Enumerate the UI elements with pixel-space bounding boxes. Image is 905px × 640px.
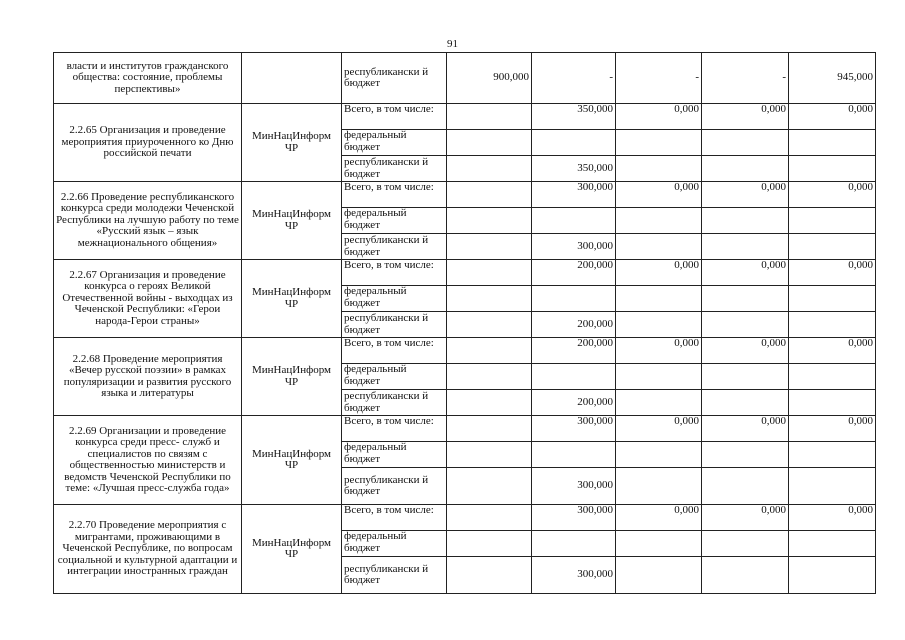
funding-source: Всего, в том числе: bbox=[342, 505, 447, 531]
value-cell bbox=[702, 364, 789, 390]
value-cell bbox=[616, 130, 702, 156]
value-cell: 0,000 bbox=[616, 416, 702, 442]
value-cell bbox=[702, 156, 789, 182]
value-cell bbox=[702, 557, 789, 594]
value-cell bbox=[702, 208, 789, 234]
executor-cell: МинНацИнформ ЧР bbox=[242, 260, 342, 338]
value-cell: 300,000 bbox=[532, 234, 616, 260]
funding-source: республикански й бюджет bbox=[342, 53, 447, 104]
value-cell bbox=[616, 390, 702, 416]
value-cell bbox=[447, 312, 532, 338]
value-cell bbox=[532, 442, 616, 468]
value-cell: 200,000 bbox=[532, 260, 616, 286]
funding-source: федеральный бюджет bbox=[342, 364, 447, 390]
value-cell: - bbox=[532, 53, 616, 104]
value-cell bbox=[616, 468, 702, 505]
value-cell bbox=[789, 390, 876, 416]
value-cell bbox=[789, 531, 876, 557]
value-cell: 300,000 bbox=[532, 416, 616, 442]
value-cell bbox=[447, 416, 532, 442]
funding-source: Всего, в том числе: bbox=[342, 104, 447, 130]
value-cell: - bbox=[616, 53, 702, 104]
value-cell bbox=[532, 208, 616, 234]
value-cell: 0,000 bbox=[616, 338, 702, 364]
activity-description: 2.2.68 Проведение мероприятия «Вечер русской поэзии» в рамках популяризации и развития русского языка и литературы bbox=[54, 338, 242, 416]
funding-source: республикански й бюджет bbox=[342, 312, 447, 338]
funding-source: Всего, в том числе: bbox=[342, 260, 447, 286]
value-cell bbox=[789, 468, 876, 505]
activity-description: 2.2.70 Проведение мероприятия с мигрантами, проживающими в Чеченской Республике, по вопросам социальной и культурной адаптации и интеграции иностранных граждан bbox=[54, 505, 242, 594]
funding-source: республикански й бюджет bbox=[342, 557, 447, 594]
value-cell bbox=[789, 364, 876, 390]
executor-cell: МинНацИнформ ЧР bbox=[242, 182, 342, 260]
funding-source: федеральный бюджет bbox=[342, 130, 447, 156]
value-cell: 350,000 bbox=[532, 104, 616, 130]
value-cell: 200,000 bbox=[532, 312, 616, 338]
table-row bbox=[54, 505, 876, 531]
value-cell bbox=[532, 364, 616, 390]
value-cell bbox=[702, 531, 789, 557]
value-cell bbox=[616, 364, 702, 390]
value-cell: 0,000 bbox=[789, 338, 876, 364]
value-cell bbox=[447, 182, 532, 208]
value-cell bbox=[702, 390, 789, 416]
value-cell: 0,000 bbox=[616, 104, 702, 130]
funding-source: федеральный бюджет bbox=[342, 208, 447, 234]
value-cell: 0,000 bbox=[789, 182, 876, 208]
value-cell bbox=[789, 286, 876, 312]
value-cell: 200,000 bbox=[532, 390, 616, 416]
value-cell bbox=[789, 156, 876, 182]
value-cell bbox=[789, 208, 876, 234]
value-cell bbox=[532, 286, 616, 312]
value-cell bbox=[447, 442, 532, 468]
value-cell bbox=[789, 312, 876, 338]
value-cell: 900,000 bbox=[447, 53, 532, 104]
value-cell bbox=[447, 557, 532, 594]
value-cell bbox=[616, 531, 702, 557]
value-cell bbox=[447, 104, 532, 130]
value-cell bbox=[616, 286, 702, 312]
value-cell: 300,000 bbox=[532, 557, 616, 594]
value-cell bbox=[532, 130, 616, 156]
value-cell bbox=[447, 286, 532, 312]
value-cell bbox=[702, 312, 789, 338]
value-cell bbox=[616, 234, 702, 260]
value-cell: 350,000 bbox=[532, 156, 616, 182]
value-cell: 0,000 bbox=[789, 416, 876, 442]
table-row bbox=[54, 182, 876, 208]
value-cell bbox=[789, 130, 876, 156]
value-cell: 0,000 bbox=[702, 260, 789, 286]
value-cell: 0,000 bbox=[702, 182, 789, 208]
value-cell bbox=[702, 468, 789, 505]
value-cell bbox=[447, 156, 532, 182]
value-cell: 0,000 bbox=[702, 505, 789, 531]
value-cell bbox=[447, 130, 532, 156]
value-cell bbox=[447, 531, 532, 557]
funding-source: Всего, в том числе: bbox=[342, 416, 447, 442]
funding-source: республикански й бюджет bbox=[342, 390, 447, 416]
budget-table bbox=[53, 52, 876, 594]
value-cell bbox=[789, 442, 876, 468]
value-cell bbox=[616, 312, 702, 338]
value-cell: - bbox=[702, 53, 789, 104]
value-cell: 0,000 bbox=[616, 260, 702, 286]
funding-source: федеральный бюджет bbox=[342, 286, 447, 312]
table-row bbox=[54, 338, 876, 364]
value-cell bbox=[447, 390, 532, 416]
value-cell bbox=[447, 364, 532, 390]
value-cell: 0,000 bbox=[616, 505, 702, 531]
funding-source: федеральный бюджет bbox=[342, 531, 447, 557]
value-cell: 0,000 bbox=[702, 104, 789, 130]
value-cell: 0,000 bbox=[789, 260, 876, 286]
value-cell bbox=[447, 208, 532, 234]
value-cell bbox=[789, 234, 876, 260]
value-cell bbox=[616, 557, 702, 594]
value-cell: 0,000 bbox=[702, 416, 789, 442]
value-cell bbox=[702, 442, 789, 468]
value-cell bbox=[702, 234, 789, 260]
value-cell bbox=[702, 130, 789, 156]
value-cell: 0,000 bbox=[789, 104, 876, 130]
activity-description: 2.2.66 Проведение республиканского конкурса среди молодежи Чеченской Республики на лучшую работу по теме «Русский язык – язык межнационального общения» bbox=[54, 182, 242, 260]
activity-description: 2.2.69 Организации и проведение конкурса среди пресс- служб и специалистов по связям с общественностью министерств и ведомств Чеченской Республики по теме: «Лучшая пресс-служба года» bbox=[54, 416, 242, 505]
table-row bbox=[54, 260, 876, 286]
value-cell bbox=[447, 234, 532, 260]
value-cell bbox=[447, 260, 532, 286]
value-cell: 200,000 bbox=[532, 338, 616, 364]
value-cell: 300,000 bbox=[532, 468, 616, 505]
activity-description: 2.2.67 Организация и проведение конкурса о героях Великой Отечественной войны - выходцах из Чеченской Республики: «Герои народа-Герои страны» bbox=[54, 260, 242, 338]
value-cell bbox=[616, 442, 702, 468]
value-cell bbox=[532, 531, 616, 557]
value-cell: 0,000 bbox=[702, 338, 789, 364]
funding-source: Всего, в том числе: bbox=[342, 338, 447, 364]
value-cell bbox=[447, 505, 532, 531]
table-row bbox=[54, 416, 876, 442]
value-cell: 0,000 bbox=[789, 505, 876, 531]
value-cell bbox=[616, 208, 702, 234]
value-cell bbox=[789, 557, 876, 594]
activity-description: 2.2.65 Организация и проведение мероприятия приуроченного ко Дню российской печати bbox=[54, 104, 242, 182]
value-cell bbox=[702, 286, 789, 312]
page-number: 91 bbox=[447, 38, 458, 50]
executor-cell: МинНацИнформ ЧР bbox=[242, 338, 342, 416]
value-cell bbox=[447, 338, 532, 364]
value-cell: 0,000 bbox=[616, 182, 702, 208]
table-row bbox=[54, 104, 876, 130]
executor-cell bbox=[242, 53, 342, 104]
funding-source: республикански й бюджет bbox=[342, 156, 447, 182]
executor-cell: МинНацИнформ ЧР bbox=[242, 416, 342, 505]
value-cell bbox=[447, 468, 532, 505]
activity-description: власти и институтов гражданского общества: состояние, проблемы перспективы» bbox=[54, 53, 242, 104]
executor-cell: МинНацИнформ ЧР bbox=[242, 104, 342, 182]
value-cell: 300,000 bbox=[532, 182, 616, 208]
funding-source: республикански й бюджет bbox=[342, 468, 447, 505]
table-row bbox=[54, 53, 876, 104]
executor-cell: МинНацИнформ ЧР bbox=[242, 505, 342, 594]
funding-source: Всего, в том числе: bbox=[342, 182, 447, 208]
value-cell: 945,000 bbox=[789, 53, 876, 104]
value-cell bbox=[616, 156, 702, 182]
funding-source: республикански й бюджет bbox=[342, 234, 447, 260]
value-cell: 300,000 bbox=[532, 505, 616, 531]
funding-source: федеральный бюджет bbox=[342, 442, 447, 468]
